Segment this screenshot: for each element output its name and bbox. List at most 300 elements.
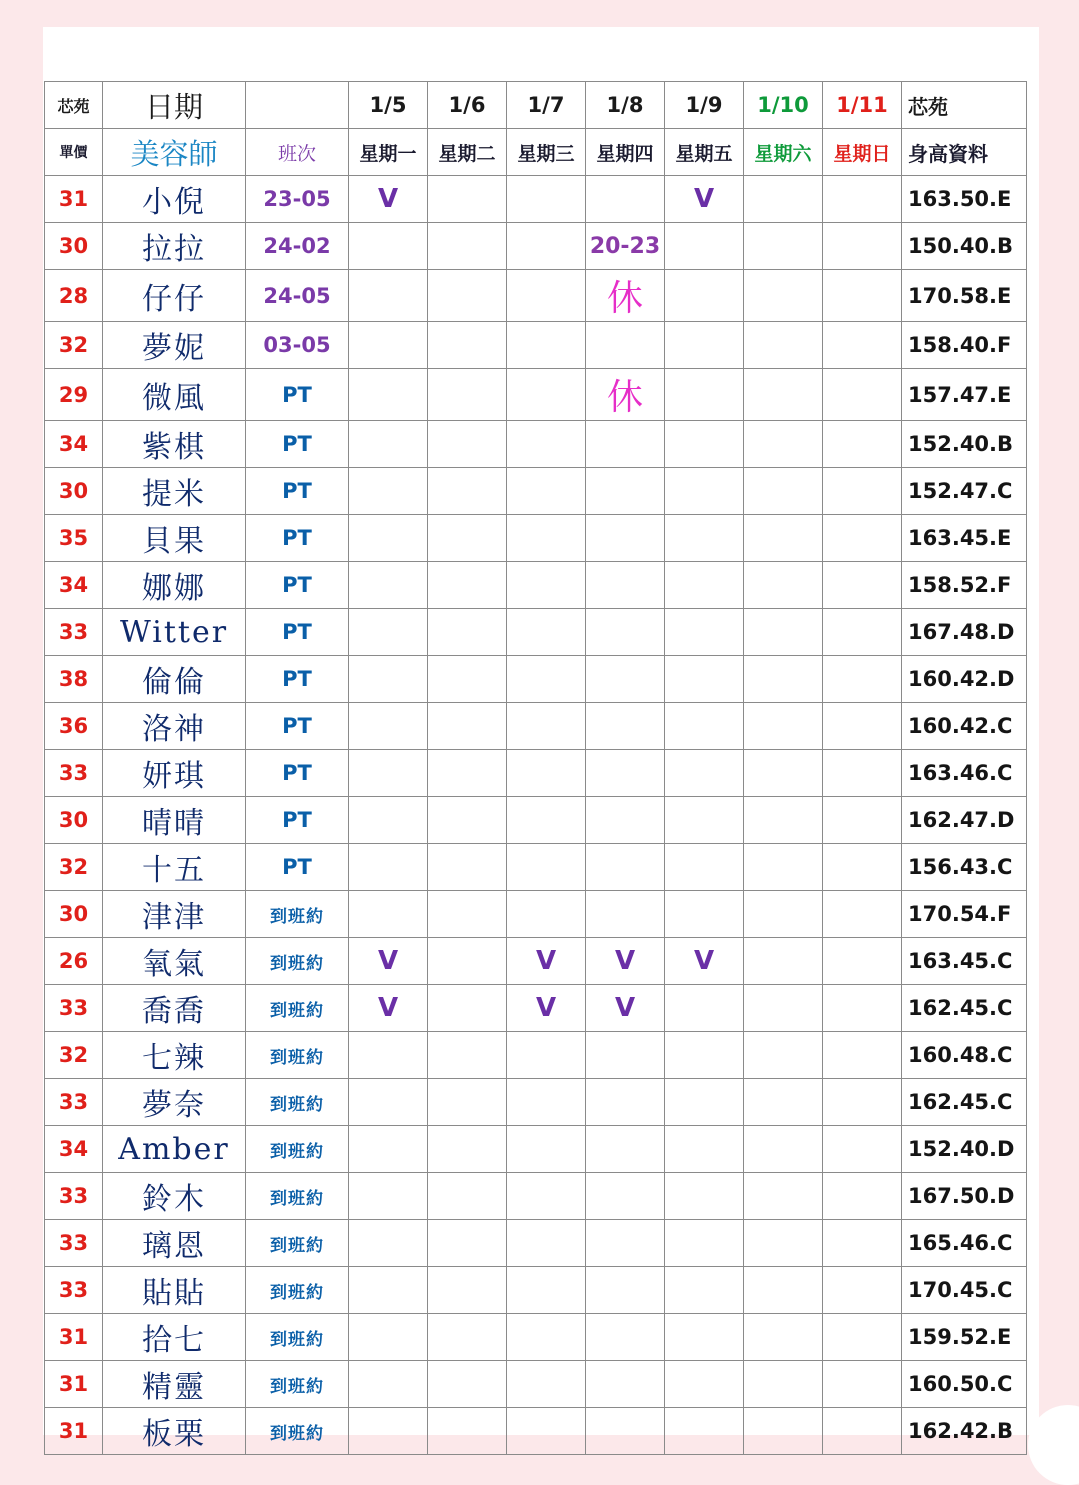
day-cell (586, 891, 665, 938)
table-row (45, 1408, 1027, 1455)
day-cell (586, 750, 665, 797)
height-data-cell: 160.48.C (902, 1032, 1027, 1079)
weekday-header-saturday: 星期六 (744, 129, 823, 176)
day-cell (586, 322, 665, 369)
day-cell (744, 703, 823, 750)
day-cell (507, 891, 586, 938)
shift-cell: 到班約 (246, 1032, 349, 1079)
stylist-name-cell: Witter (103, 609, 246, 656)
unit-price-cell: 32 (45, 1032, 103, 1079)
shift-cell: 到班約 (246, 985, 349, 1032)
height-data-cell: 152.47.C (902, 468, 1027, 515)
day-cell (428, 1408, 507, 1455)
day-cell (823, 369, 902, 421)
day-cell (507, 609, 586, 656)
height-data-cell: 156.43.C (902, 844, 1027, 891)
day-cell (665, 515, 744, 562)
day-cell (744, 369, 823, 421)
day-cell (823, 1173, 902, 1220)
day-cell (665, 891, 744, 938)
day-cell (428, 270, 507, 322)
unit-price-cell: 33 (45, 1267, 103, 1314)
day-cell (586, 515, 665, 562)
stylist-name-cell: 拾七 (103, 1314, 246, 1361)
stylist-name-cell: 精靈 (103, 1361, 246, 1408)
day-cell (823, 1314, 902, 1361)
day-cell (665, 270, 744, 322)
table-row (45, 468, 1027, 515)
shift-cell: 到班約 (246, 1267, 349, 1314)
day-cell (823, 938, 902, 985)
schedule-table (44, 81, 1027, 1455)
stylist-name-cell: 提米 (103, 468, 246, 515)
day-cell (665, 797, 744, 844)
day-cell (665, 703, 744, 750)
unit-price-cell: 31 (45, 1408, 103, 1455)
day-cell (428, 891, 507, 938)
shift-cell: PT (246, 703, 349, 750)
shift-cell: 到班約 (246, 1314, 349, 1361)
day-cell: V (586, 938, 665, 985)
day-cell: 休 (586, 369, 665, 421)
day-cell (586, 1079, 665, 1126)
table-row (45, 562, 1027, 609)
stylist-name-cell: 七辣 (103, 1032, 246, 1079)
day-cell (507, 656, 586, 703)
table-row (45, 844, 1027, 891)
day-cell (744, 985, 823, 1032)
table-row (45, 223, 1027, 270)
height-data-cell: 162.47.D (902, 797, 1027, 844)
day-cell (823, 985, 902, 1032)
height-data-cell: 152.40.B (902, 421, 1027, 468)
day-cell (665, 1408, 744, 1455)
day-cell (428, 1032, 507, 1079)
day-cell (428, 515, 507, 562)
date-header: 1/8 (586, 82, 665, 129)
day-cell (823, 656, 902, 703)
day-cell (586, 562, 665, 609)
table-row (45, 1032, 1027, 1079)
day-cell (349, 1032, 428, 1079)
height-data-cell: 159.52.E (902, 1314, 1027, 1361)
stylist-name-cell: 娜娜 (103, 562, 246, 609)
day-cell (744, 223, 823, 270)
shift-cell: PT (246, 609, 349, 656)
day-cell (586, 468, 665, 515)
day-cell: V (349, 985, 428, 1032)
day-cell (507, 1126, 586, 1173)
weekday-header: 星期四 (586, 129, 665, 176)
day-cell (349, 750, 428, 797)
day-cell: 休 (586, 270, 665, 322)
table-row (45, 1361, 1027, 1408)
day-cell (586, 703, 665, 750)
height-data-cell: 162.45.C (902, 1079, 1027, 1126)
stylist-name-cell: 璃恩 (103, 1220, 246, 1267)
day-cell (823, 609, 902, 656)
weekday-header-sunday: 星期日 (823, 129, 902, 176)
date-header-saturday: 1/10 (744, 82, 823, 129)
stylist-name-cell: 夢妮 (103, 322, 246, 369)
stylist-label: 美容師 (103, 129, 246, 176)
day-cell (744, 562, 823, 609)
date-label: 日期 (103, 82, 246, 129)
stylist-name-cell: 氧氣 (103, 938, 246, 985)
day-cell (665, 468, 744, 515)
stylist-name-cell: 十五 (103, 844, 246, 891)
table-row (45, 369, 1027, 421)
unit-price-cell: 30 (45, 797, 103, 844)
day-cell (428, 844, 507, 891)
header-row-weekdays (45, 129, 1027, 176)
day-cell (349, 515, 428, 562)
brand-label: 芯苑 (45, 82, 103, 129)
weekday-header: 星期一 (349, 129, 428, 176)
unit-price-cell: 32 (45, 322, 103, 369)
day-cell (744, 322, 823, 369)
day-cell (823, 468, 902, 515)
shift-cell: 到班約 (246, 1173, 349, 1220)
unit-price-cell: 38 (45, 656, 103, 703)
stylist-name-cell: 紫棋 (103, 421, 246, 468)
day-cell (349, 797, 428, 844)
stylist-name-cell: 晴晴 (103, 797, 246, 844)
unit-price-cell: 34 (45, 421, 103, 468)
day-cell (349, 1220, 428, 1267)
day-cell (507, 369, 586, 421)
day-cell (744, 938, 823, 985)
day-cell (665, 322, 744, 369)
day-cell (507, 844, 586, 891)
schedule-sheet (43, 27, 1039, 1452)
day-cell (507, 421, 586, 468)
unit-price-cell: 28 (45, 270, 103, 322)
day-cell (744, 1126, 823, 1173)
unit-price-cell: 31 (45, 1314, 103, 1361)
unit-price-cell: 26 (45, 938, 103, 985)
day-cell (428, 1267, 507, 1314)
day-cell (665, 609, 744, 656)
day-cell: 20-23 (586, 223, 665, 270)
unit-price-cell: 33 (45, 609, 103, 656)
day-cell (665, 369, 744, 421)
day-cell (823, 421, 902, 468)
height-data-cell: 162.45.C (902, 985, 1027, 1032)
shift-cell: PT (246, 750, 349, 797)
day-cell (586, 176, 665, 223)
height-data-cell: 150.40.B (902, 223, 1027, 270)
day-cell (349, 1079, 428, 1126)
day-cell (823, 223, 902, 270)
day-cell (823, 797, 902, 844)
shift-cell: 到班約 (246, 1361, 349, 1408)
day-cell (823, 1126, 902, 1173)
height-data-cell: 170.45.C (902, 1267, 1027, 1314)
unit-price-cell: 30 (45, 468, 103, 515)
shift-cell: 03-05 (246, 322, 349, 369)
stylist-name-cell: 洛神 (103, 703, 246, 750)
day-cell (823, 844, 902, 891)
day-cell (744, 1361, 823, 1408)
day-cell (428, 1220, 507, 1267)
height-data-cell: 163.50.E (902, 176, 1027, 223)
unit-price-cell: 34 (45, 1126, 103, 1173)
stylist-name-cell: 鈴木 (103, 1173, 246, 1220)
shift-cell: 24-02 (246, 223, 349, 270)
day-cell (349, 562, 428, 609)
stylist-name-cell: 拉拉 (103, 223, 246, 270)
shift-label: 班次 (246, 129, 349, 176)
table-row (45, 1079, 1027, 1126)
shift-cell: 23-05 (246, 176, 349, 223)
day-cell (349, 1361, 428, 1408)
day-cell (428, 1126, 507, 1173)
table-row (45, 609, 1027, 656)
day-cell (507, 468, 586, 515)
day-cell (744, 176, 823, 223)
day-cell (507, 1220, 586, 1267)
day-cell (349, 703, 428, 750)
day-cell: V (586, 985, 665, 1032)
weekday-header: 星期五 (665, 129, 744, 176)
day-cell: V (665, 938, 744, 985)
day-cell (665, 844, 744, 891)
height-data-cell: 158.52.F (902, 562, 1027, 609)
day-cell: V (349, 176, 428, 223)
day-cell (665, 985, 744, 1032)
day-cell (744, 1314, 823, 1361)
day-cell (823, 322, 902, 369)
height-data-cell: 152.40.D (902, 1126, 1027, 1173)
day-cell (744, 270, 823, 322)
day-cell (507, 1173, 586, 1220)
height-data-cell: 160.50.C (902, 1361, 1027, 1408)
day-cell (665, 1032, 744, 1079)
date-header: 1/6 (428, 82, 507, 129)
day-cell (665, 223, 744, 270)
table-row (45, 1314, 1027, 1361)
table-row (45, 938, 1027, 985)
table-row (45, 750, 1027, 797)
unit-price-cell: 36 (45, 703, 103, 750)
unit-price-cell: 33 (45, 1173, 103, 1220)
day-cell (586, 844, 665, 891)
shift-cell: 到班約 (246, 938, 349, 985)
day-cell (823, 1408, 902, 1455)
day-cell (428, 1361, 507, 1408)
shift-cell: 24-05 (246, 270, 349, 322)
day-cell (586, 1126, 665, 1173)
unit-price-cell: 33 (45, 985, 103, 1032)
date-header: 1/7 (507, 82, 586, 129)
unit-price-label: 單價 (45, 129, 103, 176)
day-cell (507, 322, 586, 369)
day-cell (507, 515, 586, 562)
day-cell (507, 270, 586, 322)
day-cell (507, 223, 586, 270)
day-cell (507, 1079, 586, 1126)
unit-price-cell: 29 (45, 369, 103, 421)
day-cell (349, 844, 428, 891)
right-brand-label: 芯苑 (902, 82, 1027, 129)
day-cell (428, 938, 507, 985)
unit-price-cell: 30 (45, 223, 103, 270)
day-cell: V (507, 985, 586, 1032)
day-cell (349, 421, 428, 468)
day-cell (744, 750, 823, 797)
stylist-name-cell: 妍琪 (103, 750, 246, 797)
shift-cell: 到班約 (246, 1408, 349, 1455)
day-cell (428, 797, 507, 844)
shift-cell: PT (246, 468, 349, 515)
day-cell (428, 421, 507, 468)
day-cell (349, 270, 428, 322)
day-cell (507, 1408, 586, 1455)
day-cell (428, 1314, 507, 1361)
table-row (45, 322, 1027, 369)
day-cell (507, 750, 586, 797)
shift-cell: 到班約 (246, 1220, 349, 1267)
day-cell (428, 656, 507, 703)
day-cell (428, 468, 507, 515)
height-data-cell: 170.54.F (902, 891, 1027, 938)
table-row (45, 1220, 1027, 1267)
unit-price-cell: 33 (45, 750, 103, 797)
day-cell (744, 1032, 823, 1079)
stylist-name-cell: 貝果 (103, 515, 246, 562)
height-data-cell: 170.58.E (902, 270, 1027, 322)
day-cell (744, 797, 823, 844)
shift-cell: PT (246, 844, 349, 891)
day-cell (349, 1267, 428, 1314)
day-cell (428, 322, 507, 369)
day-cell (744, 1267, 823, 1314)
day-cell (744, 515, 823, 562)
stylist-name-cell: 小倪 (103, 176, 246, 223)
table-row (45, 176, 1027, 223)
day-cell (349, 223, 428, 270)
unit-price-cell: 30 (45, 891, 103, 938)
shift-cell: PT (246, 515, 349, 562)
unit-price-cell: 31 (45, 176, 103, 223)
height-data-cell: 162.42.B (902, 1408, 1027, 1455)
table-row (45, 421, 1027, 468)
height-data-cell: 163.45.C (902, 938, 1027, 985)
stylist-name-cell: 仔仔 (103, 270, 246, 322)
day-cell (665, 1314, 744, 1361)
day-cell (507, 562, 586, 609)
day-cell (744, 891, 823, 938)
day-cell (428, 750, 507, 797)
table-row (45, 985, 1027, 1032)
day-cell (823, 270, 902, 322)
shift-cell: PT (246, 797, 349, 844)
unit-price-cell: 32 (45, 844, 103, 891)
day-cell: V (349, 938, 428, 985)
table-row (45, 1267, 1027, 1314)
day-cell (823, 562, 902, 609)
unit-price-cell: 31 (45, 1361, 103, 1408)
table-row (45, 515, 1027, 562)
day-cell (428, 609, 507, 656)
unit-price-cell: 33 (45, 1079, 103, 1126)
table-row (45, 656, 1027, 703)
day-cell (586, 1032, 665, 1079)
day-cell (428, 176, 507, 223)
day-cell (349, 891, 428, 938)
weekday-header: 星期三 (507, 129, 586, 176)
day-cell (744, 1408, 823, 1455)
day-cell (823, 515, 902, 562)
day-cell (665, 562, 744, 609)
day-cell (507, 1361, 586, 1408)
day-cell (586, 1314, 665, 1361)
stylist-name-cell: 喬喬 (103, 985, 246, 1032)
table-row (45, 270, 1027, 322)
height-data-cell: 163.46.C (902, 750, 1027, 797)
day-cell (744, 844, 823, 891)
table-row (45, 1173, 1027, 1220)
day-cell (507, 1314, 586, 1361)
day-cell (823, 1079, 902, 1126)
day-cell (349, 369, 428, 421)
day-cell (665, 1220, 744, 1267)
stylist-name-cell: 板栗 (103, 1408, 246, 1455)
day-cell (823, 176, 902, 223)
day-cell (823, 1361, 902, 1408)
day-cell (586, 1361, 665, 1408)
day-cell (823, 1032, 902, 1079)
day-cell (507, 1032, 586, 1079)
stylist-name-cell: 貼貼 (103, 1267, 246, 1314)
height-data-cell: 167.48.D (902, 609, 1027, 656)
height-data-cell: 157.47.E (902, 369, 1027, 421)
day-cell (428, 1079, 507, 1126)
day-cell (744, 656, 823, 703)
stylist-name-cell: 倫倫 (103, 656, 246, 703)
shift-cell: PT (246, 656, 349, 703)
stylist-name-cell: 微風 (103, 369, 246, 421)
day-cell (586, 1173, 665, 1220)
day-cell (507, 176, 586, 223)
day-cell (428, 223, 507, 270)
day-cell (586, 609, 665, 656)
height-data-cell: 158.40.F (902, 322, 1027, 369)
date-header-sunday: 1/11 (823, 82, 902, 129)
day-cell (744, 1079, 823, 1126)
day-cell (744, 421, 823, 468)
day-cell (665, 1173, 744, 1220)
day-cell (349, 468, 428, 515)
unit-price-cell: 33 (45, 1220, 103, 1267)
day-cell (823, 891, 902, 938)
day-cell (586, 1220, 665, 1267)
day-cell (428, 1173, 507, 1220)
day-cell (507, 703, 586, 750)
day-cell: V (665, 176, 744, 223)
day-cell (586, 797, 665, 844)
day-cell (428, 703, 507, 750)
unit-price-cell: 34 (45, 562, 103, 609)
day-cell (744, 609, 823, 656)
day-cell (744, 1220, 823, 1267)
day-cell: V (507, 938, 586, 985)
day-cell (586, 1267, 665, 1314)
stylist-name-cell: 津津 (103, 891, 246, 938)
day-cell (823, 1220, 902, 1267)
day-cell (507, 1267, 586, 1314)
